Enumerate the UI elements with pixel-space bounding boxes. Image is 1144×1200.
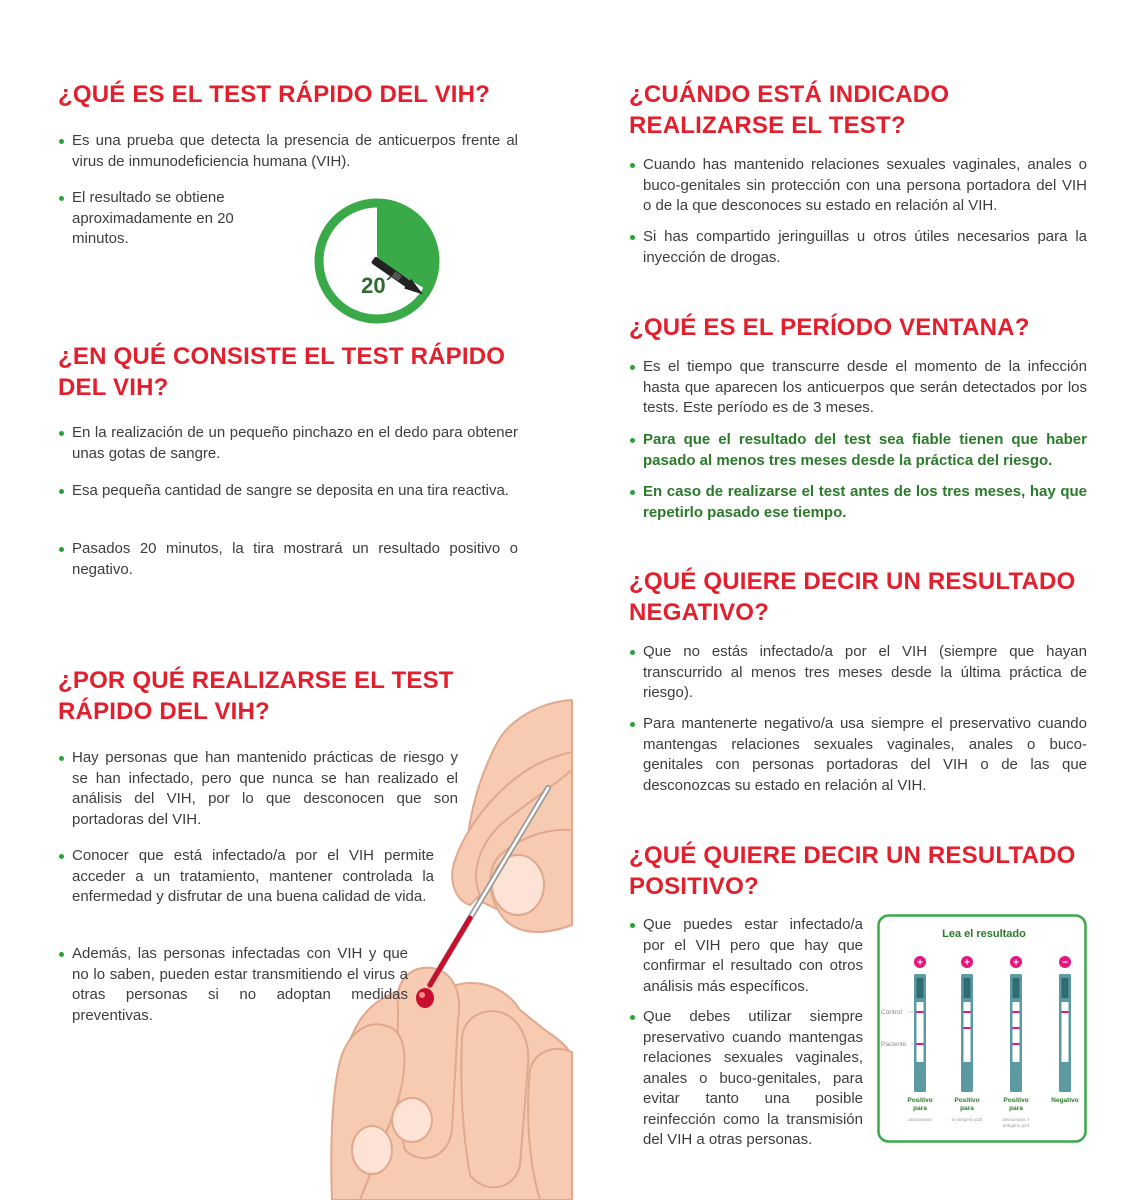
title-line: ¿EN QUÉ CONSISTE EL TEST RÁPIDO — [58, 343, 506, 370]
section-list — [58, 944, 408, 1026]
section-list — [629, 430, 1087, 471]
section-list — [629, 1007, 863, 1151]
title-line: POSITIVO? — [629, 873, 759, 900]
list-item: En la realización de un pequeño pinchazo en el dedo para obtener unas gotas de sangre. — [58, 423, 518, 464]
list-item: Que puedes estar infectado/a por el VIH pero que hay que confirmar el resultado con otros análisis más específicos. — [629, 915, 863, 997]
section-list — [58, 481, 518, 502]
ring-finger — [528, 1049, 572, 1200]
section-title — [58, 665, 454, 727]
svg-text:Positivo: Positivo — [1003, 1097, 1029, 1104]
section-title — [58, 341, 505, 403]
section-list — [629, 714, 1087, 796]
list-item: Es una prueba que detecta la presencia de anticuerpos frente al virus de inmunodeficiencia humana (VIH). — [58, 131, 518, 172]
svg-text:para: para — [1009, 1105, 1023, 1112]
list-item: Además, las personas infectadas con VIH y que no lo saben, pueden estar transmitiendo el virus a otras personas si no adoptan medidas preventivas. — [58, 944, 408, 1026]
svg-text:+: + — [964, 957, 970, 969]
list-item: Esa pequeña cantidad de sangre se deposita en una tira reactiva. — [58, 481, 518, 502]
svg-text:el antígeno p24: el antígeno p24 — [951, 1117, 983, 1122]
svg-text:para: para — [960, 1105, 974, 1112]
timer-icon — [310, 194, 444, 328]
card-title: Lea el resultado — [942, 928, 1026, 940]
svg-text:para: para — [913, 1105, 927, 1112]
section-list — [58, 748, 458, 830]
section-list — [58, 846, 434, 908]
list-item: Es el tiempo que transcurre desde el momento de la infección hasta que aparecen los anticuerpos que serán detectados por los tests. Este período es de 3 meses. — [629, 357, 1087, 419]
svg-text:−: − — [1062, 957, 1068, 969]
svg-text:Negativo: Negativo — [1051, 1097, 1079, 1104]
svg-text:+: + — [1013, 957, 1019, 969]
list-item: Si has compartido jeringuillas u otros útiles necesarios para la inyección de drogas. — [629, 227, 1087, 268]
lower-nail-2 — [392, 1098, 432, 1142]
list-item: Conocer que está infectado/a por el VIH permite acceder a un tratamiento, mantener controlada la enfermedad y disfrutar de una buena calidad de vida. — [58, 846, 434, 908]
timer-label: 20´ — [361, 273, 393, 298]
section-list — [58, 539, 518, 580]
control-label: Control — [881, 1009, 902, 1016]
title-line: NEGATIVO? — [629, 599, 770, 626]
section-title — [629, 566, 1075, 628]
list-item-emphasis: En caso de realizarse el test antes de los tres meses, hay que repetirlo pasado ese tiempo. — [629, 482, 1087, 523]
svg-text:Positivo: Positivo — [954, 1097, 980, 1104]
title-line: ¿QUÉ QUIERE DECIR UN RESULTADO — [629, 568, 1076, 595]
section-list — [629, 357, 1087, 419]
section-title — [629, 840, 1075, 902]
section-list — [629, 915, 863, 997]
list-item: Que debes utilizar siempre preservativo cuando mantengas relaciones sexuales vaginales, anales o buco-genitales, para evitar tanto una posible reinfección como la transmisión del VIH a otras personas. — [629, 1007, 863, 1151]
middle-finger — [461, 1011, 528, 1187]
svg-text:anticuerpos: anticuerpos — [908, 1117, 932, 1122]
lower-nail-1 — [352, 1126, 392, 1174]
list-item: Que no estás infectado/a por el VIH (siempre que hayan transcurrido al menos tres meses desde la última práctica de riesgo). — [629, 642, 1087, 704]
svg-text:antígeno p24: antígeno p24 — [1002, 1123, 1030, 1128]
section-list — [58, 188, 268, 250]
section-title — [629, 79, 949, 141]
title-line: ¿QUÉ QUIERE DECIR UN RESULTADO — [629, 842, 1076, 869]
title-line: ¿POR QUÉ REALIZARSE EL TEST — [58, 667, 454, 694]
blood-drop — [416, 988, 434, 1008]
result-reading-card — [877, 914, 1087, 1144]
list-item: Cuando has mantenido relaciones sexuales vaginales, anales o buco-genitales sin protección con una persona portadora del VIH o de la que desconoces su estado en relación al VIH. — [629, 155, 1087, 217]
section-title: ¿QUÉ ES EL PERÍODO VENTANA? — [629, 314, 1030, 341]
title-line: DEL VIH? — [58, 374, 169, 401]
list-item-emphasis: Para que el resultado del test sea fiable tienen que haber pasado al menos tres meses desde la práctica del riesgo. — [629, 430, 1087, 471]
patient-label: Paciente — [881, 1041, 907, 1048]
section-list — [629, 642, 1087, 704]
title-line: RÁPIDO DEL VIH? — [58, 698, 270, 725]
title-line: ¿CUÁNDO ESTÁ INDICADO — [629, 81, 950, 108]
svg-text:Positivo: Positivo — [907, 1097, 933, 1104]
section-title: ¿QUÉ ES EL TEST RÁPIDO DEL VIH? — [58, 81, 491, 108]
section-list — [629, 155, 1087, 217]
svg-text:anticuerpos Y: anticuerpos Y — [1002, 1117, 1030, 1122]
section-list — [58, 423, 518, 464]
section-list — [629, 482, 1087, 523]
section-list — [58, 131, 518, 172]
title-line: REALIZARSE EL TEST? — [629, 112, 906, 139]
list-item: Pasados 20 minutos, la tira mostrará un resultado positivo o negativo. — [58, 539, 518, 580]
pipette-blood — [430, 918, 470, 985]
list-item: Hay personas que han mantenido prácticas de riesgo y se han infectado, pero que nunca se han realizado el análisis del VIH, por lo que desconocen que son portadoras del VIH. — [58, 748, 458, 830]
list-item: Para mantenerte negativo/a usa siempre el preservativo cuando mantengas relaciones sexuales vaginales, anales o buco-genitales con personas portadoras del VIH o de las que desconozcas su estado en relación al VIH. — [629, 714, 1087, 796]
section-list — [629, 227, 1087, 268]
svg-text:+: + — [917, 957, 923, 969]
list-item: El resultado se obtiene aproximadamente en 20 minutos. — [58, 188, 268, 250]
